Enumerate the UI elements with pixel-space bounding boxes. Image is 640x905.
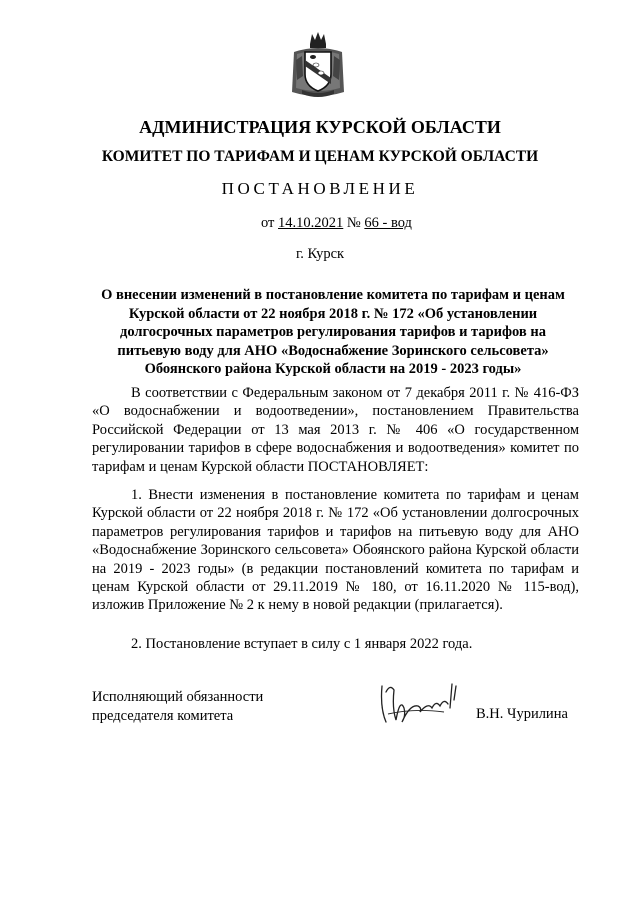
from-label: от xyxy=(261,215,275,231)
paragraph-item-2: 2. Постановление вступает в силу с 1 января 2022 года. xyxy=(131,636,473,652)
signatory-position xyxy=(92,688,263,726)
city: г. Курск xyxy=(295,246,345,262)
document-type: ПОСТАНОВЛЕНИЕ xyxy=(221,179,419,198)
number-sign: № xyxy=(346,215,361,231)
document-subject: О внесении изменений в постановление комитета по тарифам и ценам Курской области от 22 ноября 2018 г. № 172 «Об установлении долгосрочных параметров регулирования тарифов и тарифов на питьевую воду для АНО «Водоснабжение Зоринского сельсовета» Обоянского района Курской области на 2019 - 2023 годы» xyxy=(101,287,565,377)
paragraph-preamble: В соответствии с Федеральным законом от 7 декабря 2011 г. № 416-ФЗ «О водоснабжении и водоотведении», постановлением Правительства Российской Федерации от 13 мая 2013 г. № 406 «О государственном регулировании тарифов в сфере водоснабжения и водоотведения» комитет по тарифам и ценам Курской области ПОСТАНОВЛЯЕТ: xyxy=(92,385,579,475)
document-date: 14.10.2021 xyxy=(278,215,344,231)
position-line-1: Исполняющий обязанности xyxy=(92,689,264,705)
date-number-line xyxy=(261,215,412,232)
signatory-name: В.Н. Чурилина xyxy=(476,706,568,722)
committee-title: КОМИТЕТ ПО ТАРИФАМ И ЦЕНАМ КУРСКОЙ ОБЛАСТИ xyxy=(101,148,539,165)
paragraph-item-1: 1. Внести изменения в постановление комитета по тарифам и ценам Курской области от 22 ноября 2018 г. № 172 «Об установлении долгосрочных параметров регулирования тарифов и тарифов на питьевую воду для АНО «Водоснабжение Зоринского сельсовета» Обоянского района Курской области на 2019 - 2023 годы» (в редакции постановлений комитета по тарифам и ценам Курской области от 29.11.2019 № 180, от 16.11.2020 № 115-вод), изложив Приложение № 2 к нему в новой редакции (прилагается). xyxy=(92,487,579,614)
handwritten-signature-icon xyxy=(374,678,466,730)
coat-of-arms-icon xyxy=(288,30,348,100)
document-number: 66 - вод xyxy=(364,215,412,231)
organization-title: АДМИНИСТРАЦИЯ КУРСКОЙ ОБЛАСТИ xyxy=(139,117,501,137)
position-line-2: председателя комитета xyxy=(92,708,234,724)
